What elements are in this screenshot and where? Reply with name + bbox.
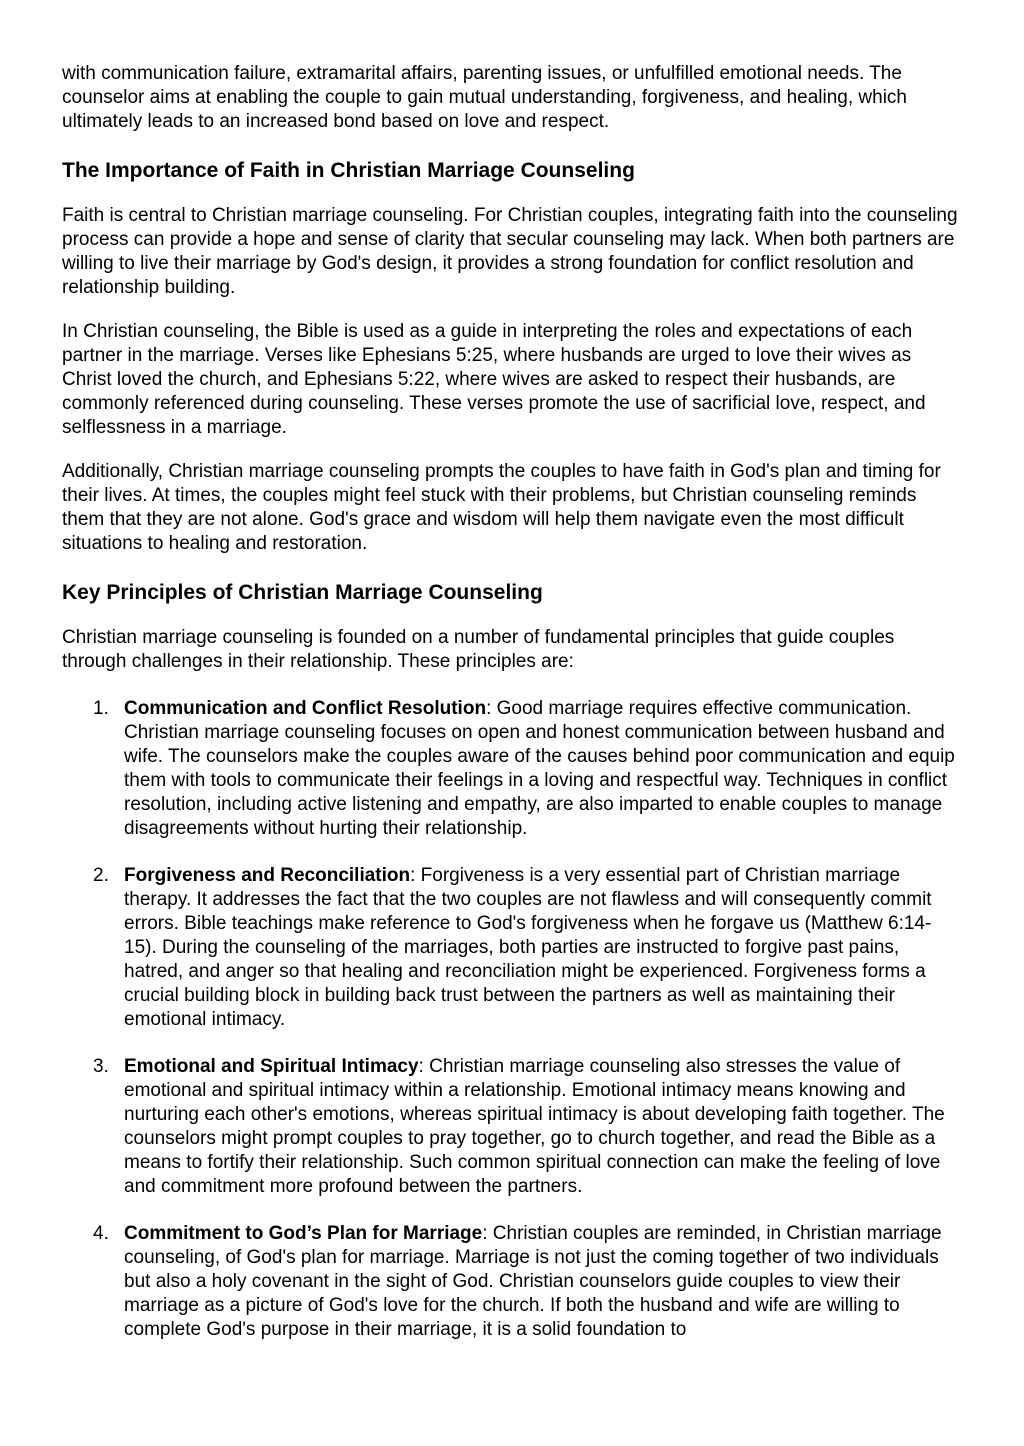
- list-item-term: Communication and Conflict Resolution: [124, 698, 487, 719]
- list-item: [62, 1055, 962, 1199]
- principles-section-heading: Key Principles of Christian Marriage Counseling: [62, 581, 543, 604]
- list-item-text: : Forgiveness is a very essential part of Christian marriage therapy. It addresses the fact that the two couples are not flawless and will consequently commit errors. Bible teachings make reference to God's forgiveness when he forgave us (Matthew 6:14-15). During the counseling of the marriages, both parties are instructed to forgive past pains, hatred, and anger so that healing and reconciliation might be experienced. Forgiveness forms a crucial building block in building back trust between the partners as well as maintaining their emotional intimacy.: [124, 865, 932, 1030]
- faith-paragraph-3: Additionally, Christian marriage counseling prompts the couples to have faith in God's plan and timing for their lives. At times, the couples might feel stuck with their problems, but Christian counseling reminds them that they are not alone. God's grace and wisdom will help them navigate even the most difficult situations to healing and restoration.: [62, 461, 941, 554]
- list-item: [62, 864, 962, 1032]
- principles-list: [62, 697, 962, 1342]
- document-page: [62, 62, 962, 1365]
- list-item-number: 2.: [93, 865, 109, 886]
- list-item: [62, 1222, 962, 1342]
- intro-continuation-paragraph: with communication failure, extramarital affairs, parenting issues, or unfulfilled emotional needs. The counselor aims at enabling the couple to gain mutual understanding, forgiveness, and healing, which ultimately leads to an increased bond based on love and respect.: [62, 63, 907, 132]
- principles-intro-paragraph: Christian marriage counseling is founded on a number of fundamental principles that guide couples through challenges in their relationship. These principles are:: [62, 627, 895, 672]
- list-item-text: : Christian couples are reminded, in Christian marriage counseling, of God's plan for marriage. Marriage is not just the coming together of two individuals but also a holy covenant in the sight of God. Christian counselors guide couples to view their marriage as a picture of God's love for the church. If both the husband and wife are willing to complete God's purpose in their marriage, it is a solid foundation to: [124, 1223, 942, 1340]
- list-item-number: 4.: [93, 1223, 109, 1244]
- faith-paragraph-1: Faith is central to Christian marriage counseling. For Christian couples, integrating faith into the counseling process can provide a hope and sense of clarity that secular counseling may lack. When both partners are willing to live their marriage by God's design, it provides a strong foundation for conflict resolution and relationship building.: [62, 205, 958, 298]
- list-item: [62, 697, 962, 841]
- faith-section-heading: The Importance of Faith in Christian Marriage Counseling: [62, 159, 635, 182]
- faith-paragraph-2: In Christian counseling, the Bible is used as a guide in interpreting the roles and expectations of each partner in the marriage. Verses like Ephesians 5:25, where husbands are urged to love their wives as Christ loved the church, and Ephesians 5:22, where wives are asked to respect their husbands, are commonly referenced during counseling. These verses promote the use of sacrificial love, respect, and selflessness in a marriage.: [62, 321, 926, 438]
- list-item-number: 1.: [93, 698, 109, 719]
- list-item-text: : Good marriage requires effective communication. Christian marriage counseling focuses on open and honest communication between husband and wife. The counselors make the couples aware of the causes behind poor communication and equip them with tools to communicate their feelings in a loving and respectful way. Techniques in conflict resolution, including active listening and empathy, are also imparted to enable couples to manage disagreements without hurting their relationship.: [124, 698, 955, 839]
- list-item-text: : Christian marriage counseling also stresses the value of emotional and spiritual intimacy within a relationship. Emotional intimacy means knowing and nurturing each other's emotions, whereas spiritual intimacy is about developing faith together. The counselors might prompt couples to pray together, go to church together, and read the Bible as a means to fortify their relationship. Such common spiritual connection can make the feeling of love and commitment more profound between the partners.: [124, 1056, 945, 1197]
- list-item-term: Emotional and Spiritual Intimacy: [124, 1056, 419, 1077]
- list-item-term: Forgiveness and Reconciliation: [124, 865, 411, 886]
- list-item-number: 3.: [93, 1056, 109, 1077]
- list-item-term: Commitment to God’s Plan for Marriage: [124, 1223, 483, 1244]
